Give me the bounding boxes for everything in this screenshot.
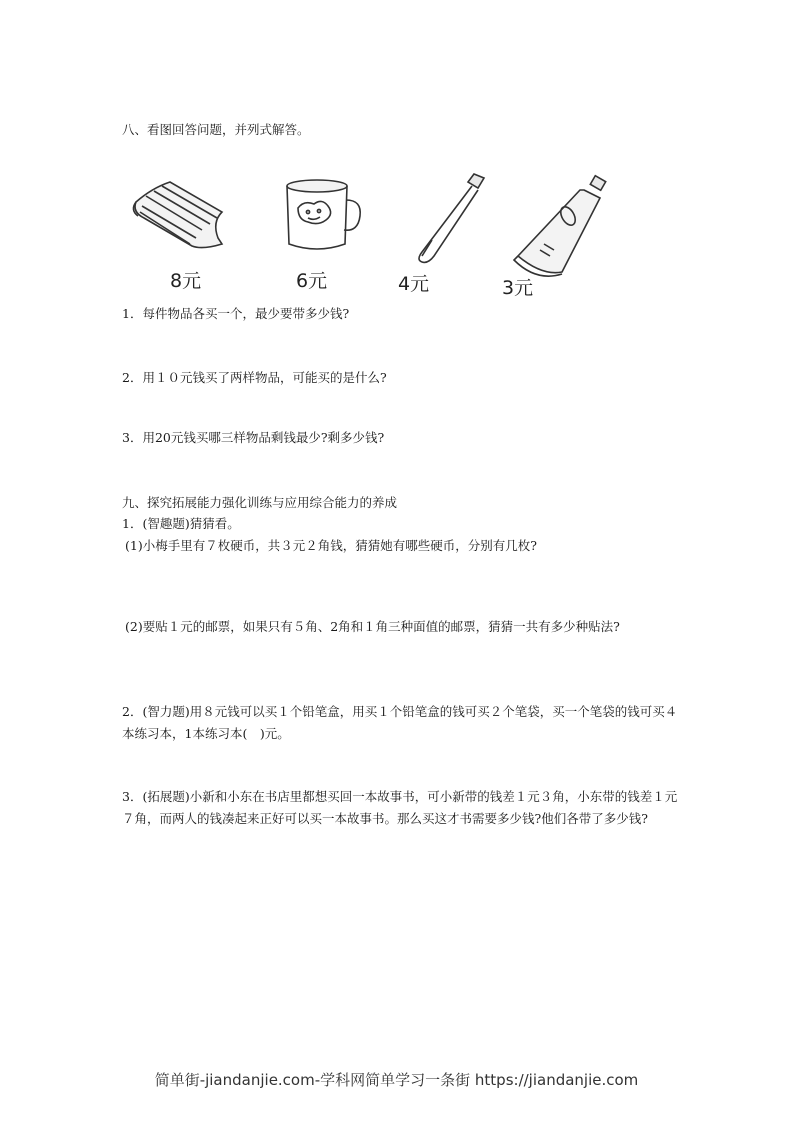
- toothpaste-icon: [514, 176, 606, 276]
- section9-question-3: 3．(拓展题)小新和小东在书店里都想买回一本故事书，可小新带的钱差１元３角，小东带的钱差１元７角，而两人的钱凑起来正好可以买一本故事书。那么买这才书需要多少钱?他们各带了多少钱?: [122, 789, 678, 826]
- cup-icon: [287, 180, 360, 249]
- page-footer: 简单街-jiandanjie.com-学科网简单学习一条街 https://jiandanjie.com: [154, 1071, 639, 1089]
- section8-question-1: 1．每件物品各买一个，最少要带多少钱?: [122, 306, 350, 321]
- towel-icon: [133, 182, 222, 248]
- items-figure: [122, 160, 642, 300]
- price-toothpaste: 3元: [502, 277, 534, 299]
- section8-question-2: 2．用１０元钱买了两样物品，可能买的是什么?: [122, 370, 387, 385]
- price-toothbrush: 4元: [398, 273, 430, 295]
- section9-question-1a: (1)小梅手里有７枚硬币，共３元２角钱，猜猜她有哪些硬币，分别有几枚?: [125, 538, 537, 553]
- section9-question-1b: (2)要贴１元的邮票，如果只有５角、2角和１角三种面值的邮票，猜猜一共有多少种贴法?: [125, 619, 620, 634]
- price-towel: 8元: [170, 270, 202, 292]
- price-cup: 6元: [296, 270, 328, 292]
- section9-question-1-title: 1．(智趣题)猜猜看。: [122, 516, 240, 531]
- section8-title: 八、看图回答问题，并列式解答。: [122, 122, 310, 137]
- section8-question-3: 3．用20元钱买哪三样物品剩钱最少?剩多少钱?: [122, 430, 385, 445]
- toothbrush-icon: [419, 174, 484, 262]
- section9-question-2: 2．(智力题)用８元钱可以买１个铅笔盒，用买１个铅笔盒的钱可买２个笔袋，买一个笔袋的钱可买４本练习本，1本练习本( )元。: [122, 704, 678, 741]
- section9-title: 九、探究拓展能力强化训练与应用综合能力的养成: [122, 495, 398, 510]
